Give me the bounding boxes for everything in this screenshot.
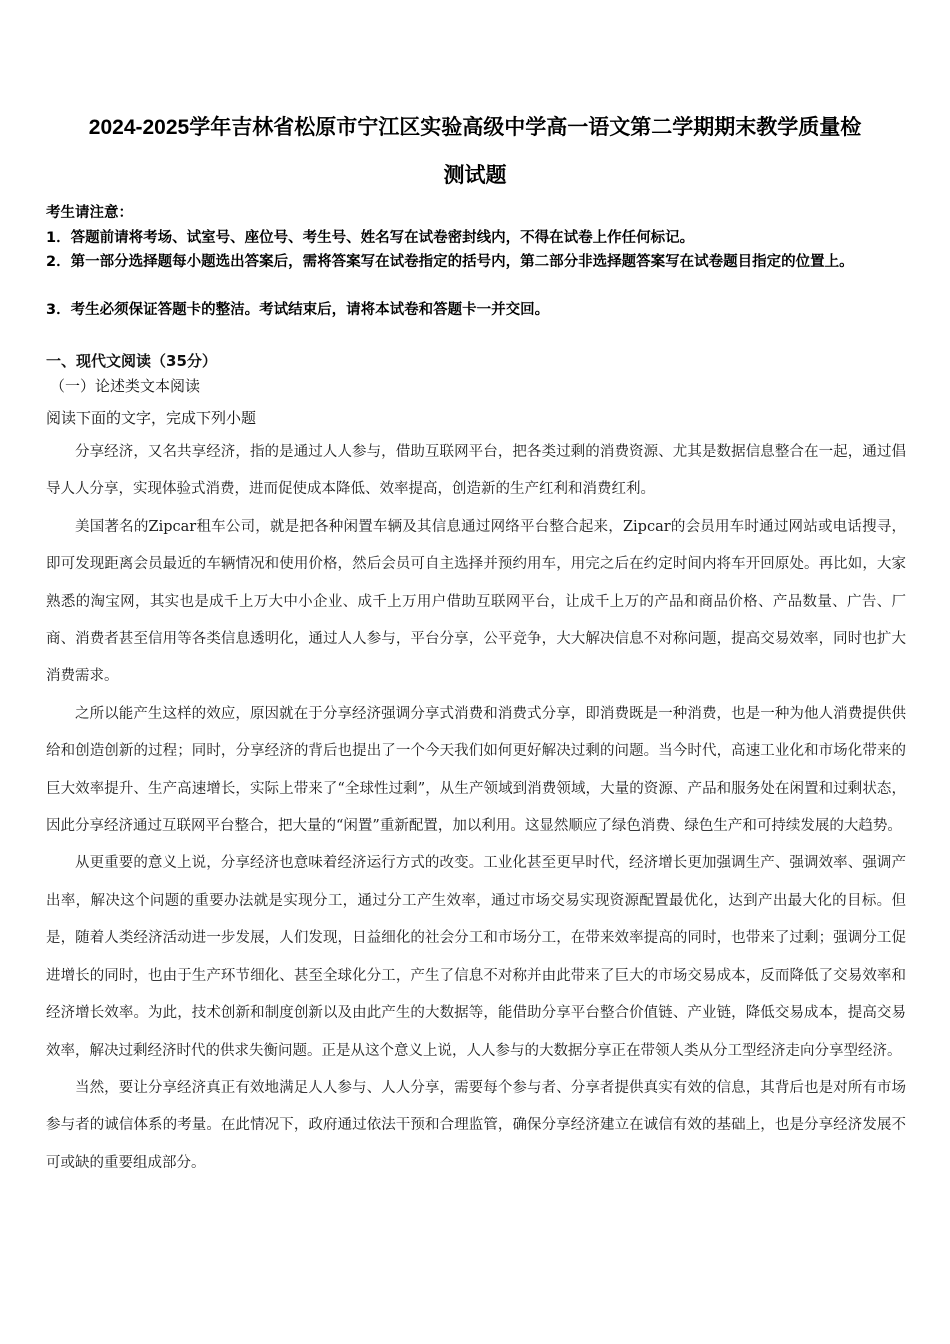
notice-heading: 考生请注意： [46,205,133,221]
notice-item-3: 3．考生必须保证答题卡的整洁。考试结束后，请将本试卷和答题卡一并交回。 [46,302,550,318]
passage-paragraph: 之所以能产生这样的效应，原因就在于分享经济强调分享式消费和消费式分享，即消费既是一种消费，也是一种为他人消费提供供给和创造创新的过程；同时，分享经济的背后也提出了一个今天我们如何更好解决过剩的问题。当今时代，高速工业化和市场化带来的巨大效率提升、生产高速增长，实际上带来了“全球性过剩”，从生产领域到消费领域，大量的资源、产品和服务处在闲置和过剩状态，因此分享经济通过互联网平台整合，把大量的“闲置”重新配置，加以利用。这显然顺应了绿色消费、绿色生产和可持续发展的大趋势。 [46,705,906,835]
notice-item-1: 1．答题前请将考场、试室号、座位号、考生号、姓名写在试卷密封线内，不得在试卷上作任何标记。 [46,230,695,246]
section-heading: 一、现代文阅读（35分） [46,352,217,370]
reading-instruction: 阅读下面的文字，完成下列小题 [46,409,257,427]
passage-paragraph: 美国著名的Zipcar租车公司，就是把各种闲置车辆及其信息通过网络平台整合起来，Zipcar的会员用车时通过网站或电话搜寻，即可发现距离会员最近的车辆情况和使用价格，然后会员可自主选择并预约用车，用完之后在约定时间内将车开回原处。再比如，大家熟悉的淘宝网，其实也是成千上万大中小企业、成千上万用户借助互联网平台，让成千上万的产品和商品价格、产品数量、广告、厂商、消费者甚至信用等各类信息透明化，通过人人参与，平台分享，公平竞争，大大解决信息不对称问题，提高交易效率，同时也扩大消费需求。 [46,518,906,685]
section-subheading: （一）论述类文本阅读 [50,377,201,395]
exam-title-line2: 测试题 [443,164,507,187]
notice-item-2: 2．第一部分选择题每小题选出答案后，需将答案写在试卷指定的括号内，第二部分非选择题答案写在试卷题目指定的位置上。 [46,254,854,270]
passage-paragraph: 当然，要让分享经济真正有效地满足人人参与、人人分享，需要每个参与者、分享者提供真实有效的信息，其背后也是对所有市场参与者的诚信体系的考量。在此情况下，政府通过依法干预和合理监管，确保分享经济建立在诚信有效的基础上，也是分享经济发展不可或缺的重要组成部分。 [46,1079,906,1171]
exam-title-line1: 2024-2025学年吉林省松原市宁江区实验高级中学高一语文第二学期期末教学质量检 [88,116,862,139]
passage-paragraph: 从更重要的意义上说，分享经济也意味着经济运行方式的改变。工业化甚至更早时代，经济增长更加强调生产、强调效率、强调产出率，解决这个问题的重要办法就是实现分工，通过分工产生效率，通过市场交易实现资源配置最优化，达到产出最大化的目标。但是，随着人类经济活动进一步发展，人们发现，日益细化的社会分工和市场分工，在带来效率提高的同时，也带来了过剩；强调分工促进增长的同时，也由于生产环节细化、甚至全球化分工，产生了信息不对称并由此带来了巨大的市场交易成本，反而降低了交易效率和经济增长效率。为此，技术创新和制度创新以及由此产生的大数据等，能借助分享平台整合价值链、产业链，降低交易成本，提高交易效率，解决过剩经济时代的供求失衡问题。正是从这个意义上说，人人参与的大数据分享正在带领人类从分工型经济走向分享型经济。 [46,855,906,1059]
reading-passage [46,434,906,1182]
passage-paragraph: 分享经济，又名共享经济，指的是通过人人参与，借助互联网平台，把各类过剩的消费资源、尤其是数据信息整合在一起，通过倡导人人分享，实现体验式消费，进而促使成本降低、效率提高，创造新的生产红利和消费红利。 [46,444,906,498]
